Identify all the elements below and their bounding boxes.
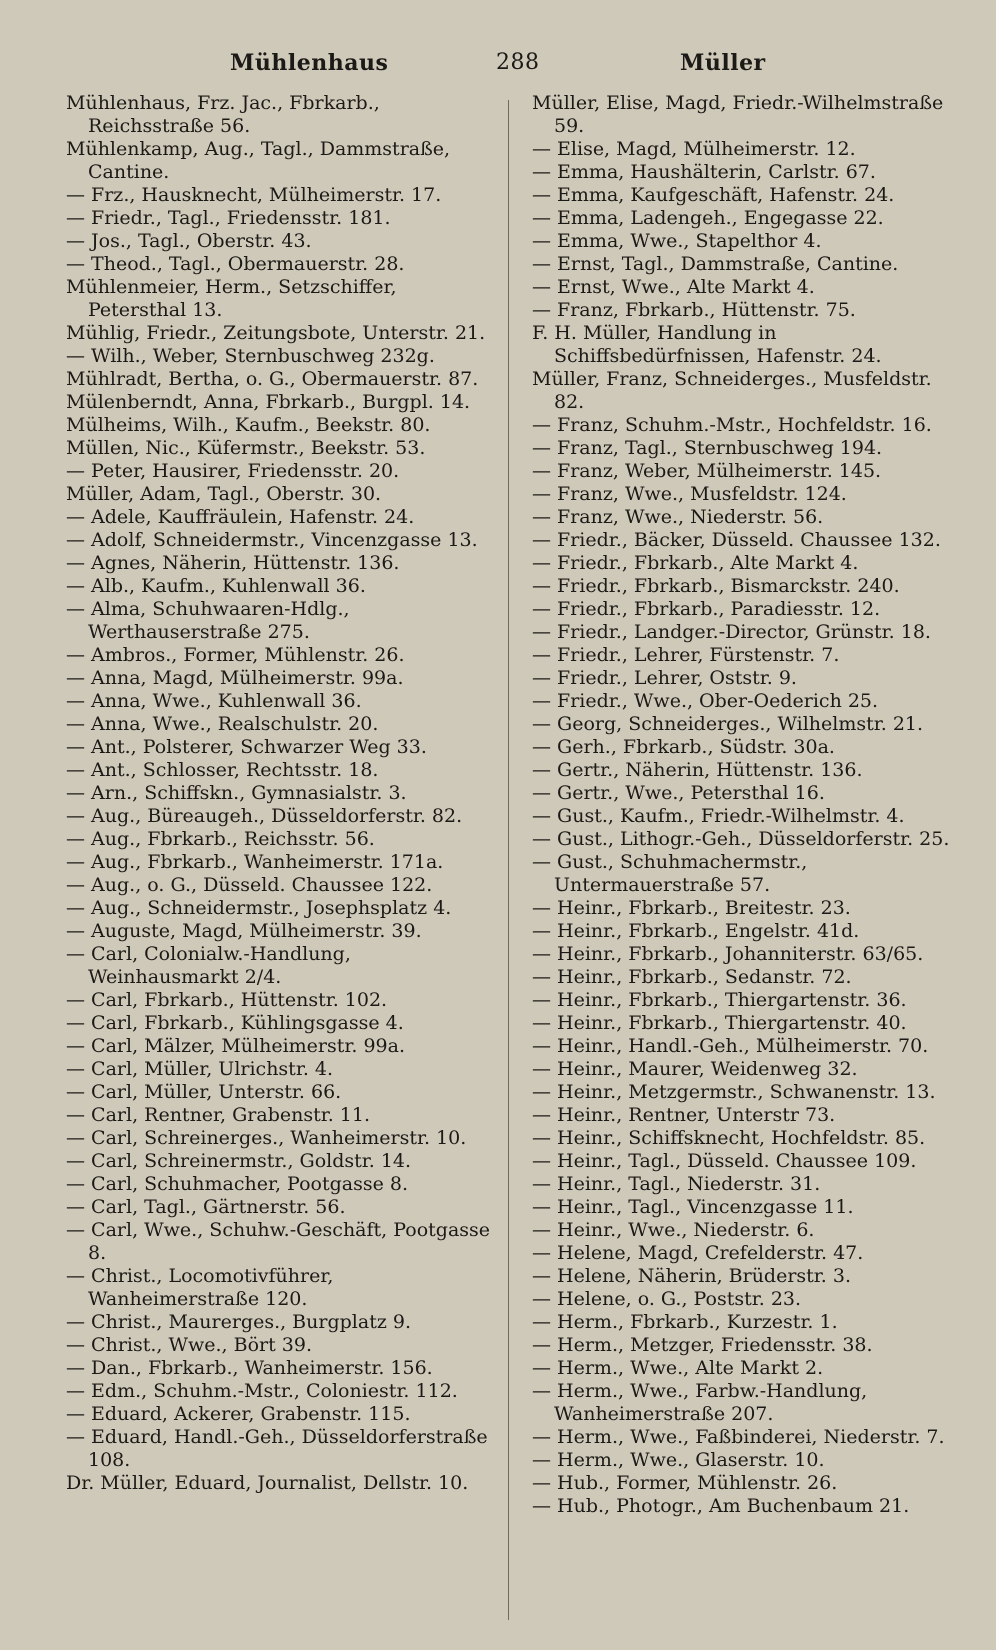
directory-entry: — Heinr., Rentner, Unterstr 73. — [532, 1104, 836, 1126]
directory-entry: — Franz, Weber, Mülheimerstr. 145. — [532, 460, 882, 482]
directory-entry: — Carl, Wwe., Schuhw.-Geschäft, Pootgasse 8. — [66, 1219, 491, 1264]
directory-entry: — Friedr., Tagl., Friedensstr. 181. — [66, 207, 391, 229]
directory-entry: — Adele, Kauffräulein, Hafenstr. 24. — [66, 506, 415, 528]
directory-entry: — Ernst, Tagl., Dammstraße, Cantine. — [532, 253, 899, 275]
directory-entry: — Friedr., Lehrer, Fürstenstr. 7. — [532, 644, 840, 666]
right-column — [532, 92, 956, 1518]
directory-entry: Müllen, Nic., Küfermstr., Beekstr. 53. — [66, 437, 426, 459]
directory-entry: — Christ., Wwe., Bört 39. — [66, 1334, 313, 1356]
directory-entry: — Hub., Photogr., Am Buchenbaum 21. — [532, 1495, 910, 1517]
directory-entry: Mülenberndt, Anna, Fbrkarb., Burgpl. 14. — [66, 391, 471, 413]
directory-entry: — Friedr., Fbrkarb., Bismarckstr. 240. — [532, 575, 900, 597]
directory-entry: — Ambros., Former, Mühlenstr. 26. — [66, 644, 405, 666]
directory-entry: — Emma, Haushälterin, Carlstr. 67. — [532, 161, 876, 183]
directory-entry: — Franz, Wwe., Niederstr. 56. — [532, 506, 824, 528]
directory-entry: — Peter, Hausirer, Friedensstr. 20. — [66, 460, 400, 482]
directory-entry: — Heinr., Fbrkarb., Thiergartenstr. 40. — [532, 1012, 907, 1034]
directory-entry: — Herm., Fbrkarb., Kurzestr. 1. — [532, 1311, 838, 1333]
directory-entry: Mühlenkamp, Aug., Tagl., Dammstraße, Cantine. — [66, 138, 451, 183]
directory-entry: — Heinr., Fbrkarb., Breitestr. 23. — [532, 897, 851, 919]
directory-entry: — Edm., Schuhm.-Mstr., Coloniestr. 112. — [66, 1380, 458, 1402]
directory-entry: — Friedr., Wwe., Ober-Oederich 25. — [532, 690, 879, 712]
directory-entry: Mühlenhaus, Frz. Jac., Fbrkarb., Reichsstraße 56. — [66, 92, 380, 137]
header-left-keyword: Mühlenhaus — [230, 50, 389, 76]
directory-entry: F. H. Müller, Handlung in Schiffsbedürfnissen, Hafenstr. 24. — [532, 322, 882, 367]
directory-entry: — Helene, Näherin, Brüderstr. 3. — [532, 1265, 852, 1287]
directory-entry: — Georg, Schneiderges., Wilhelmstr. 21. — [532, 713, 924, 735]
directory-entry: — Friedr., Lehrer, Oststr. 9. — [532, 667, 797, 689]
directory-entry: — Adolf, Schneidermstr., Vincenzgasse 13. — [66, 529, 478, 551]
directory-entry: — Aug., Fbrkarb., Wanheimerstr. 171a. — [66, 851, 444, 873]
directory-entry: Müller, Elise, Magd, Friedr.-Wilhelmstraße 59. — [532, 92, 944, 137]
directory-entry: — Christ., Locomotivführer, Wanheimerstraße 120. — [66, 1265, 334, 1310]
directory-entry: — Arn., Schiffskn., Gymnasialstr. 3. — [66, 782, 407, 804]
directory-entry: — Herm., Metzger, Friedensstr. 38. — [532, 1334, 873, 1356]
directory-entry: — Ernst, Wwe., Alte Markt 4. — [532, 276, 815, 298]
directory-entry: — Heinr., Handl.-Geh., Mülheimerstr. 70. — [532, 1035, 929, 1057]
directory-entry: — Heinr., Fbrkarb., Thiergartenstr. 36. — [532, 989, 907, 1011]
directory-entry: — Emma, Kaufgeschäft, Hafenstr. 24. — [532, 184, 895, 206]
directory-entry: — Heinr., Fbrkarb., Sedanstr. 72. — [532, 966, 852, 988]
directory-entry: — Hub., Former, Mühlenstr. 26. — [532, 1472, 838, 1494]
page-header — [60, 46, 940, 86]
directory-entry: Müller, Adam, Tagl., Oberstr. 30. — [66, 483, 382, 505]
directory-entry: Mühlradt, Bertha, o. G., Obermauerstr. 87. — [66, 368, 479, 390]
directory-entry: — Jos., Tagl., Oberstr. 43. — [66, 230, 312, 252]
directory-entry: — Friedr., Bäcker, Düsseld. Chaussee 132. — [532, 529, 941, 551]
directory-entry: — Franz, Tagl., Sternbuschweg 194. — [532, 437, 883, 459]
directory-entry: — Carl, Müller, Ulrichstr. 4. — [66, 1058, 334, 1080]
directory-entry: — Theod., Tagl., Obermauerstr. 28. — [66, 253, 405, 275]
directory-entry: — Aug., Büreaugeh., Düsseldorferstr. 82. — [66, 805, 463, 827]
directory-entry: — Eduard, Ackerer, Grabenstr. 115. — [66, 1403, 411, 1425]
directory-entry: — Herm., Wwe., Farbw.-Handlung, Wanheimerstraße 207. — [532, 1380, 868, 1425]
directory-entry: — Gust., Schuhmachermstr., Untermauerstraße 57. — [532, 851, 808, 896]
directory-entry: — Heinr., Schiffsknecht, Hochfeldstr. 85. — [532, 1127, 926, 1149]
directory-entry: — Alb., Kaufm., Kuhlenwall 36. — [66, 575, 366, 597]
directory-entry: — Gerh., Fbrkarb., Südstr. 30a. — [532, 736, 835, 758]
directory-entry: — Carl, Colonialw.-Handlung, Weinhausmarkt 2/4. — [66, 943, 351, 988]
directory-entry: — Anna, Wwe., Kuhlenwall 36. — [66, 690, 362, 712]
directory-entry: — Franz, Fbrkarb., Hüttenstr. 75. — [532, 299, 856, 321]
directory-entry: — Alma, Schuhwaaren-Hdlg., Werthauserstraße 275. — [66, 598, 350, 643]
left-column — [66, 92, 498, 1495]
directory-entry: — Heinr., Metzgermstr., Schwanenstr. 13. — [532, 1081, 936, 1103]
column-divider — [508, 100, 509, 1620]
directory-entry: — Christ., Maurerges., Burgplatz 9. — [66, 1311, 412, 1333]
directory-entry: — Carl, Rentner, Grabenstr. 11. — [66, 1104, 371, 1126]
directory-entry: — Frz., Hausknecht, Mülheimerstr. 17. — [66, 184, 442, 206]
directory-entry: — Gertr., Wwe., Petersthal 16. — [532, 782, 825, 804]
directory-entry: — Herm., Wwe., Glaserstr. 10. — [532, 1449, 825, 1471]
directory-entry: — Heinr., Tagl., Vincenzgasse 11. — [532, 1196, 854, 1218]
directory-entry: — Carl, Schreinerges., Wanheimerstr. 10. — [66, 1127, 467, 1149]
directory-entry: — Friedr., Fbrkarb., Paradiesstr. 12. — [532, 598, 881, 620]
directory-entry: — Franz, Schuhm.-Mstr., Hochfeldstr. 16. — [532, 414, 932, 436]
directory-entry: — Franz, Wwe., Musfeldstr. 124. — [532, 483, 847, 505]
directory-entry: — Friedr., Fbrkarb., Alte Markt 4. — [532, 552, 859, 574]
directory-entry: — Carl, Fbrkarb., Hüttenstr. 102. — [66, 989, 388, 1011]
directory-entry: — Helene, Magd, Crefelderstr. 47. — [532, 1242, 864, 1264]
directory-entry: — Heinr., Tagl., Düsseld. Chaussee 109. — [532, 1150, 917, 1172]
directory-entry: — Ant., Schlosser, Rechtsstr. 18. — [66, 759, 379, 781]
directory-entry: Dr. Müller, Eduard, Journalist, Dellstr. 10. — [66, 1472, 469, 1494]
directory-entry: — Heinr., Tagl., Niederstr. 31. — [532, 1173, 821, 1195]
directory-entry: — Gust., Kaufm., Friedr.-Wilhelmstr. 4. — [532, 805, 905, 827]
header-right-keyword: Müller — [680, 50, 766, 76]
directory-entry: — Dan., Fbrkarb., Wanheimerstr. 156. — [66, 1357, 433, 1379]
directory-entry: Mülheims, Wilh., Kaufm., Beekstr. 80. — [66, 414, 431, 436]
directory-entry: — Carl, Tagl., Gärtnerstr. 56. — [66, 1196, 346, 1218]
page-number: 288 — [496, 50, 540, 75]
directory-entry: — Gertr., Näherin, Hüttenstr. 136. — [532, 759, 863, 781]
directory-entry: — Emma, Wwe., Stapelthor 4. — [532, 230, 822, 252]
directory-entry: Müller, Franz, Schneiderges., Musfeldstr. 82. — [532, 368, 932, 413]
directory-entry: Mühlenmeier, Herm., Setzschiffer, Petersthal 13. — [66, 276, 397, 321]
directory-entry: — Helene, o. G., Poststr. 23. — [532, 1288, 802, 1310]
directory-entry: — Heinr., Maurer, Weidenweg 32. — [532, 1058, 858, 1080]
directory-entry: — Carl, Müller, Unterstr. 66. — [66, 1081, 342, 1103]
directory-entry: — Friedr., Landger.-Director, Grünstr. 18. — [532, 621, 931, 643]
directory-entry: — Carl, Fbrkarb., Kühlingsgasse 4. — [66, 1012, 404, 1034]
directory-entry: — Carl, Schreinermstr., Goldstr. 14. — [66, 1150, 412, 1172]
directory-entry: — Aug., Schneidermstr., Josephsplatz 4. — [66, 897, 452, 919]
directory-entry: — Emma, Ladengeh., Engegasse 22. — [532, 207, 884, 229]
directory-entry: — Heinr., Fbrkarb., Johanniterstr. 63/65. — [532, 943, 924, 965]
directory-entry: — Carl, Schuhmacher, Pootgasse 8. — [66, 1173, 408, 1195]
directory-entry: — Aug., Fbrkarb., Reichsstr. 56. — [66, 828, 375, 850]
directory-entry: — Carl, Mälzer, Mülheimerstr. 99a. — [66, 1035, 406, 1057]
directory-entry: — Agnes, Näherin, Hüttenstr. 136. — [66, 552, 400, 574]
directory-entry: — Elise, Magd, Mülheimerstr. 12. — [532, 138, 856, 160]
directory-entry: — Heinr., Wwe., Niederstr. 6. — [532, 1219, 815, 1241]
directory-entry: — Wilh., Weber, Sternbuschweg 232g. — [66, 345, 435, 367]
directory-entry: — Auguste, Magd, Mülheimerstr. 39. — [66, 920, 422, 942]
directory-entry: — Herm., Wwe., Alte Markt 2. — [532, 1357, 824, 1379]
directory-entry: — Anna, Wwe., Realschulstr. 20. — [66, 713, 379, 735]
directory-entry: — Gust., Lithogr.-Geh., Düsseldorferstr. 25. — [532, 828, 950, 850]
directory-entry: — Anna, Magd, Mülheimerstr. 99a. — [66, 667, 404, 689]
directory-entry: — Heinr., Fbrkarb., Engelstr. 41d. — [532, 920, 860, 942]
directory-entry: — Aug., o. G., Düsseld. Chaussee 122. — [66, 874, 433, 896]
directory-entry: — Ant., Polsterer, Schwarzer Weg 33. — [66, 736, 427, 758]
directory-entry: Mühlig, Friedr., Zeitungsbote, Unterstr. 21. — [66, 322, 486, 344]
directory-entry: — Eduard, Handl.-Geh., Düsseldorferstraße 108. — [66, 1426, 488, 1471]
directory-entry: — Herm., Wwe., Faßbinderei, Niederstr. 7. — [532, 1426, 945, 1448]
